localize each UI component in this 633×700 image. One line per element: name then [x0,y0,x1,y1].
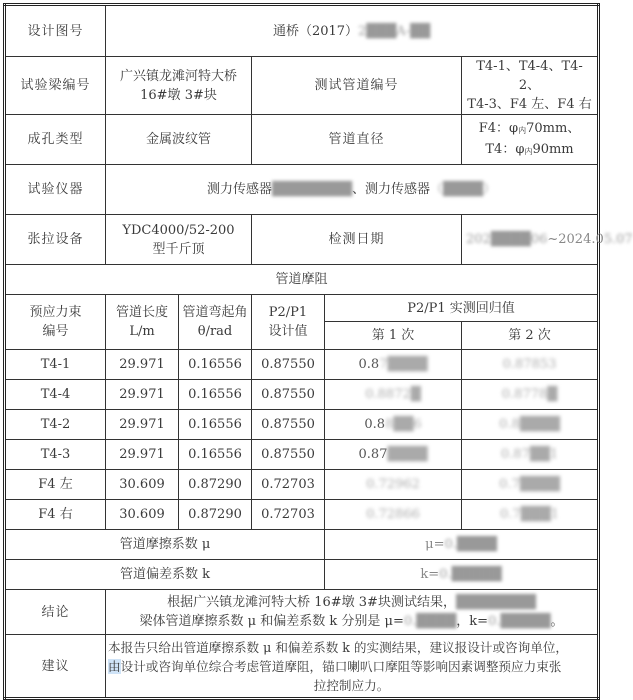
cell-design: 0.87550 [252,380,325,410]
header-length-line2: L/m [129,324,155,339]
instrument-part1: 测力传感器 [207,182,273,197]
tension-equipment-line2: 型千斤顶 [152,241,205,257]
test-duct-value [462,57,599,115]
test-beam-line2: 16#墩 3#块 [140,87,217,103]
header-angle-line2: θ/rad [197,324,233,339]
cell-second [462,500,599,530]
header-length [106,295,179,350]
cell-angle: 0.16556 [179,440,252,470]
cell-tendon-id: T4-4 [5,380,106,410]
cell-first [325,470,462,500]
header-design [252,295,325,350]
cell-tendon-id: T4-1 [5,350,106,380]
cell-second [462,470,599,500]
first-visible: 0.8 [364,417,386,432]
second-redacted: 0.8████ [499,417,560,432]
table-row [5,470,599,500]
cell-length: 29.971 [106,440,179,470]
cell-first [325,500,462,530]
row-conclusion [5,590,599,635]
deviation-coef-prefix: k= [420,567,440,582]
f4-suffix: 70mm、 [526,120,581,136]
suggestion-label: 建议 [5,635,106,699]
table-row [5,380,599,410]
suggestion-text [106,635,599,699]
row-design-drawing [5,5,599,57]
cell-angle: 0.87290 [179,470,252,500]
conclusion-line1-redacted: ████████ [455,595,536,610]
header-design-line1: P2/P1 [268,305,308,320]
duct-diameter-value [462,115,599,165]
row-test-beam [5,57,599,115]
duct-diameter-t4 [466,140,593,161]
hole-type-value: 金属波纹管 [106,115,252,165]
header-measured-group: P2/P1 实测回归值 [325,295,599,322]
cell-design: 0.72703 [252,470,325,500]
table-row [5,440,599,470]
tension-equipment-line1: YDC4000/52-200 [122,222,235,238]
t4-suffix: 90mm [532,141,574,157]
cell-second [462,440,599,470]
suggestion-line3: 拉控制应力。 [313,677,390,693]
cell-second [462,350,599,380]
cell-tendon-id: T4-3 [5,440,106,470]
deviation-coef-label: 管道偏差系数 k [5,560,325,590]
deviation-coef-redacted: 0.█████ [439,567,502,582]
row-section-title [5,265,599,295]
duct-diameter-f4 [466,119,593,140]
f4-prefix: F4：φ [478,120,519,136]
f4-sub: 内 [518,125,527,135]
cell-design: 0.87550 [252,440,325,470]
t4-prefix: T4：φ [485,141,525,157]
friction-coef-redacted: 0.████ [444,537,497,552]
first-redacted: 8██6 [385,417,422,432]
test-duct-label: 测试管道编号 [252,57,462,115]
row-hole-type [5,115,599,165]
table-row [5,500,599,530]
cell-tendon-id: F4 右 [5,500,106,530]
friction-coef-label: 管道摩擦系数 μ [5,530,325,560]
row-tension-equipment [5,215,599,265]
first-redacted: 0.72866 [366,507,420,522]
friction-coef-prefix: μ= [425,537,445,552]
row-deviation-coef [5,560,599,590]
suggestion-line2 [108,657,595,676]
deviation-coef-value [325,560,599,590]
test-beam-line1: 广兴镇龙滩河特大桥 [119,68,237,84]
instrument-part2-redacted: （████） [430,182,497,197]
t4-sub: 内 [524,146,533,156]
table-row [5,410,599,440]
header-length-line1: 管道长度 [115,305,168,320]
cell-design: 0.87550 [252,410,325,440]
row-friction-coef [5,530,599,560]
test-beam-label: 试验梁编号 [5,57,106,115]
design-drawing-label: 设计图号 [5,5,106,57]
first-redacted: 7████ [379,357,428,372]
test-date-redacted-suffix: 5.07 [603,232,633,247]
first-visible: 0.87 [358,447,388,462]
test-date-label: 检测日期 [252,215,462,265]
header-tendon-line1: 预应力束 [29,305,82,320]
first-visible: 0.8 [358,357,380,372]
test-duct-line1: T4-1、T4-4、T4-2、 [476,59,583,93]
row-suggestion [5,635,599,699]
conclusion-line1 [110,593,593,612]
design-drawing-visible: 通桥（2017） [272,23,359,39]
instrument-part2: 测力传感器 [365,182,431,197]
second-redacted: 0.87853 [502,357,557,372]
cell-second [462,380,599,410]
cell-first [325,440,462,470]
selected-text-highlight: 由 [108,658,121,674]
test-beam-value [106,57,252,115]
cell-second [462,410,599,440]
cell-length: 29.971 [106,410,179,440]
conclusion-line2-text: 梁体管道摩擦系数 μ 和偏差系数 k 分别是 μ= [139,614,404,629]
cell-design: 0.72703 [252,500,325,530]
conclusion-line2 [110,612,593,631]
instrument-value [106,165,599,215]
conclusion-line1-text: 根据广兴镇龙滩河特大桥 16#墩 3#块测试结果， [167,595,456,610]
first-redacted: 0.72962 [366,477,420,492]
test-duct-line2: T4-3、F4 左、F4 右 [467,97,592,112]
header-design-line2: 设计值 [268,324,308,339]
cell-length: 29.971 [106,380,179,410]
cell-first [325,410,462,440]
conclusion-line2-mid: ，k= [456,614,489,629]
hole-type-label: 成孔类型 [5,115,106,165]
header-tendon [5,295,106,350]
cell-angle: 0.16556 [179,410,252,440]
cell-first [325,380,462,410]
cell-tendon-id: F4 左 [5,470,106,500]
conclusion-k-redacted: 0.█████ [488,614,551,629]
first-redacted: 0.8872█ [365,387,421,402]
conclusion-mu-redacted: 0.████ [403,614,457,629]
tension-equipment-value [106,215,252,265]
cell-first [325,350,462,380]
second-redacted: 0.87██1 [500,447,559,462]
suggestion-line1: 本报告只给出管道摩擦系数 μ 和偏差系数 k 的实测结果，建议报设计或咨询单位， [108,639,569,655]
suggestion-line2-text: 设计或咨询单位综合考虑管道摩阻，锚口喇叭口摩阻等影响因素调整预应力束张 [120,658,562,674]
instrument-sep: 、 [352,182,366,197]
cell-angle: 0.16556 [179,350,252,380]
design-drawing-redacted: 2███A-██ [358,23,431,39]
first-redacted: ████ [387,447,428,462]
friction-test-report-table [3,3,633,700]
second-redacted: 0.8778█ [501,387,558,402]
header-first: 第 1 次 [325,322,462,350]
header-second: 第 2 次 [462,322,599,350]
header-angle [179,295,252,350]
conclusion-line2-end: 。 [550,614,564,629]
cell-design: 0.87550 [252,350,325,380]
cell-tendon-id: T4-2 [5,410,106,440]
header-tendon-line2: 编号 [42,324,69,339]
cell-angle: 0.87290 [179,500,252,530]
table-row [5,350,599,380]
cell-length: 30.609 [106,470,179,500]
tension-equipment-label: 张拉设备 [5,215,106,265]
instrument-label: 试验仪器 [5,165,106,215]
conclusion-label: 结论 [5,590,106,635]
cell-length: 29.971 [106,350,179,380]
instrument-part1-redacted: ████████ [272,182,352,197]
row-table-header-1 [5,295,599,322]
duct-diameter-label: 管道直径 [252,115,462,165]
header-angle-line1: 管道弯起角 [182,305,248,320]
second-redacted: 0.7███1 [500,507,559,522]
design-drawing-value [106,5,599,57]
test-date-visible: ~2024.0 [547,232,604,247]
section-title: 管道摩阻 [5,265,599,295]
friction-coef-value [325,530,599,560]
second-redacted: 0.7████ [499,477,560,492]
conclusion-text [106,590,599,635]
test-date-value [462,215,633,265]
row-instrument [5,165,599,215]
cell-angle: 0.16556 [179,380,252,410]
test-date-redacted-prefix: 202████06 [466,232,548,247]
cell-length: 30.609 [106,500,179,530]
